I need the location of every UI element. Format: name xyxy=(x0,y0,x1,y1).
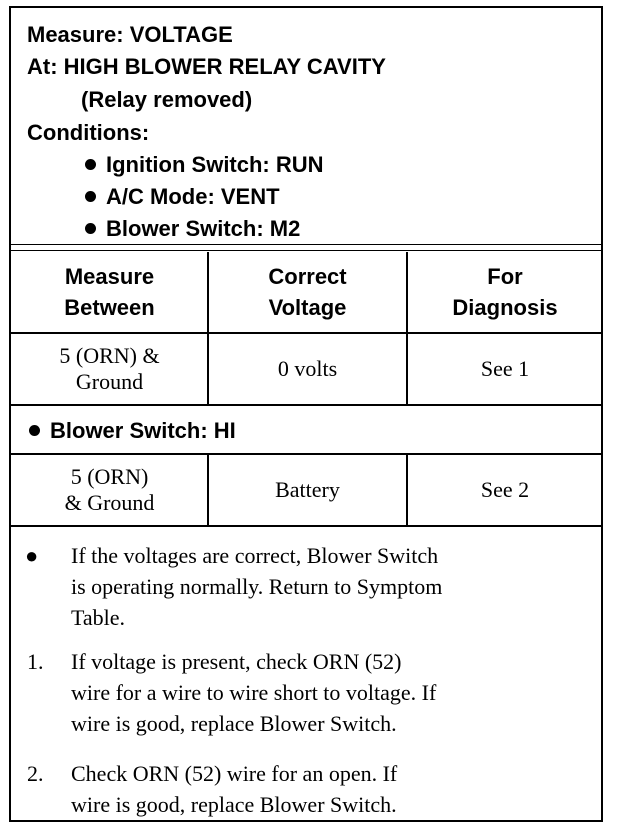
table-cell-diagnosis: See 1 xyxy=(480,356,530,381)
bullet-icon xyxy=(29,425,40,436)
column-divider xyxy=(406,332,408,404)
note-line: Check ORN (52) wire for an open. If xyxy=(71,761,398,786)
column-divider xyxy=(406,453,408,525)
location-note: (Relay removed) xyxy=(81,87,253,112)
condition-item xyxy=(85,184,280,210)
column-header-measure-between xyxy=(11,252,208,332)
table-cell-measure-between xyxy=(11,334,208,404)
table-divider xyxy=(11,525,601,527)
column-header-for-diagnosis xyxy=(407,252,603,332)
note-number: 1. xyxy=(27,649,44,674)
condition-text: Blower Switch: HI xyxy=(50,418,236,443)
table-cell-correct-voltage: 0 volts xyxy=(277,356,338,381)
note-line: wire for a wire to wire short to voltage. If xyxy=(71,680,437,705)
diagnostic-box xyxy=(9,6,603,822)
note-line: If the voltages are correct, Blower Switch xyxy=(71,543,439,568)
header-divider xyxy=(11,244,601,245)
note-number: 2. xyxy=(27,761,44,786)
column-header-line: Correct xyxy=(268,264,347,289)
measure-title: Measure: VOLTAGE xyxy=(27,22,233,47)
table-divider xyxy=(11,404,601,406)
cell-line: 5 (ORN) & xyxy=(59,343,160,368)
table-cell-measure-between xyxy=(11,455,208,525)
cell-line: & Ground xyxy=(64,490,155,515)
column-header-line: Between xyxy=(64,295,155,320)
conditions-label: Conditions: xyxy=(27,120,150,145)
column-header-line: Voltage xyxy=(268,295,347,320)
column-header-line: Measure xyxy=(64,264,155,289)
cell-line: Ground xyxy=(75,369,144,394)
note-line: is operating normally. Return to Symptom xyxy=(71,574,443,599)
cell-line: 5 (ORN) xyxy=(70,464,149,489)
column-divider xyxy=(406,252,408,332)
note-bullet: ● xyxy=(25,543,39,568)
note-line: Table. xyxy=(71,605,126,630)
bullet-icon xyxy=(85,191,96,202)
note-line: wire is good, replace Blower Switch. xyxy=(71,792,397,817)
table-condition-row xyxy=(29,418,236,444)
column-header-line: Diagnosis xyxy=(452,295,558,320)
column-header-correct-voltage xyxy=(208,252,407,332)
location-line: At: HIGH BLOWER RELAY CAVITY xyxy=(27,54,386,79)
condition-text: A/C Mode: VENT xyxy=(106,184,280,209)
header-divider xyxy=(11,250,601,251)
column-divider xyxy=(207,332,209,404)
table-cell-diagnosis: See 2 xyxy=(480,477,530,502)
condition-item xyxy=(85,216,300,242)
column-divider xyxy=(207,453,209,525)
note-line: If voltage is present, check ORN (52) xyxy=(71,649,402,674)
column-header-line: For xyxy=(487,264,523,289)
header-section xyxy=(11,8,601,244)
column-divider xyxy=(207,252,209,332)
condition-text: Ignition Switch: RUN xyxy=(106,152,324,177)
bullet-icon xyxy=(85,223,96,234)
note-line: wire is good, replace Blower Switch. xyxy=(71,711,397,736)
table-cell-correct-voltage: Battery xyxy=(275,477,340,502)
bullet-icon xyxy=(85,159,96,170)
condition-text: Blower Switch: M2 xyxy=(106,216,301,241)
condition-item xyxy=(85,152,324,178)
